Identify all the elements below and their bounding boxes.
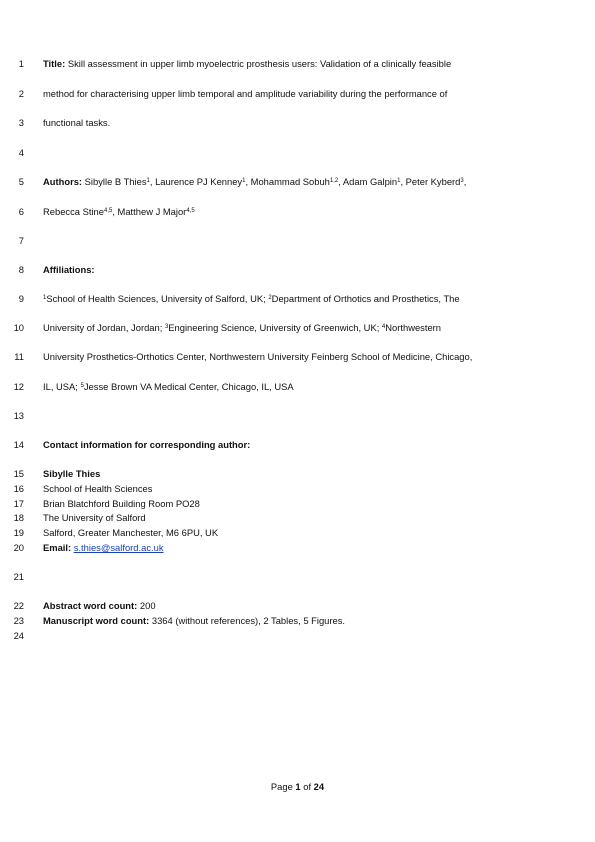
manuscript-line (0, 571, 595, 583)
manuscript-line (0, 322, 595, 334)
manuscript-line (0, 351, 595, 363)
contact-address-line: Salford, Greater Manchester, M6 6PU, UK (43, 527, 219, 538)
affiliations-line-4 (43, 381, 294, 392)
manuscript-line (0, 483, 595, 495)
manuscript-line (0, 58, 595, 70)
authors-line-1 (43, 176, 466, 187)
contact-address-line: Brian Blatchford Building Room PO28 (43, 498, 200, 509)
manuscript-line (0, 206, 595, 218)
affiliation-text: Engineering Science, University of Greenwich, UK; (168, 322, 382, 333)
email-label: Email: (43, 542, 72, 553)
affiliation-sup: 3 (164, 324, 169, 330)
author-name: , Mohammad Sobuh (245, 176, 330, 187)
page-current: 1 (295, 781, 301, 792)
author-sup: 4,5 (186, 208, 195, 214)
affiliation-text: Department of Orthotics and Prosthetics, The (271, 293, 460, 304)
affiliation-text: Northwestern (385, 322, 442, 333)
affiliation-text: School of Health Sciences, University of Salford, UK; (46, 293, 269, 304)
line-number: 8 (18, 264, 24, 275)
page-of: of (300, 781, 314, 792)
line-number: 24 (13, 630, 24, 641)
line-number: 16 (13, 483, 24, 494)
author-sup: 3 (460, 178, 464, 184)
author-sup: 1,2 (329, 178, 339, 184)
line-number: 23 (13, 615, 24, 626)
authors-label: Authors: (43, 176, 83, 187)
line-number: 6 (18, 206, 24, 217)
manuscript-line (0, 176, 595, 188)
manuscript-line (0, 235, 595, 247)
line-number: 10 (13, 322, 24, 333)
manuscript-line (0, 468, 595, 480)
line-number: 9 (18, 293, 24, 304)
manuscript-line (0, 498, 595, 510)
affiliation-text: IL, USA; (43, 381, 81, 392)
affiliations-line-3: University Prosthetics-Orthotics Center, Northwestern University Feinberg School of Medicine, Chicago, (43, 351, 473, 362)
author-name: , Adam Galpin (338, 176, 398, 187)
manuscript-line (0, 630, 595, 642)
author-name: Sibylle B Thies (84, 176, 147, 187)
line-number: 4 (18, 147, 24, 158)
affiliations-line-2 (43, 322, 441, 333)
author-sup: 1 (397, 178, 401, 184)
contact-name: Sibylle Thies (43, 468, 101, 479)
affiliations-line-1 (43, 293, 460, 304)
manuscript-line (0, 542, 595, 554)
manuscript-line (0, 117, 595, 129)
manuscript-line (0, 293, 595, 305)
manuscript-line (0, 512, 595, 524)
title-line-1 (43, 58, 451, 69)
email-link[interactable]: s.thies@salford.ac.uk (73, 542, 164, 553)
title-text: Skill assessment in upper limb myoelectric prosthesis users: Validation of a clinically feasible (67, 58, 452, 69)
manuscript-count-line (43, 615, 345, 626)
line-number: 19 (13, 527, 24, 538)
line-number: 17 (13, 498, 24, 509)
abstract-count-value: 200 (139, 600, 156, 611)
line-number: 15 (13, 468, 24, 479)
manuscript-line (0, 147, 595, 159)
line-number: 21 (13, 571, 24, 582)
author-sup: 1 (242, 178, 246, 184)
line-number: 12 (13, 381, 24, 392)
author-name: , Matthew J Major (112, 206, 187, 217)
manuscript-line (0, 264, 595, 276)
manuscript-line (0, 381, 595, 393)
line-number: 11 (14, 351, 24, 362)
author-sup: 4,5 (103, 208, 113, 214)
page-footer (0, 781, 595, 792)
contact-heading: Contact information for corresponding author: (43, 439, 251, 450)
author-sep: , (463, 176, 467, 187)
abstract-count-line (43, 600, 156, 611)
line-number: 2 (18, 88, 24, 99)
affiliation-text: University of Jordan, Jordan; (43, 322, 165, 333)
line-number: 14 (13, 439, 24, 450)
title-line-2: method for characterising upper limb temporal and amplitude variability during the performance of (43, 88, 448, 99)
author-name: Rebecca Stine (43, 206, 104, 217)
affiliation-sup: 1 (43, 295, 47, 301)
line-number: 5 (18, 176, 24, 187)
line-number: 13 (13, 410, 24, 421)
author-name: , Laurence PJ Kenney (149, 176, 243, 187)
abstract-count-label: Abstract word count: (43, 600, 138, 611)
manuscript-count-label: Manuscript word count: (43, 615, 150, 626)
manuscript-count-value: 3364 (without references), 2 Tables, 5 Figures. (151, 615, 346, 626)
manuscript-line (0, 527, 595, 539)
contact-address-line: The University of Salford (43, 512, 146, 523)
line-number: 3 (18, 117, 24, 128)
page-label: Page (270, 781, 296, 792)
affiliation-sup: 2 (268, 295, 272, 301)
authors-line-2 (43, 206, 195, 217)
line-number: 20 (13, 542, 24, 553)
manuscript-line (0, 615, 595, 627)
affiliation-sup: 5 (80, 383, 84, 389)
line-number: 22 (13, 600, 24, 611)
author-name: , Peter Kyberd (400, 176, 461, 187)
page-total: 24 (313, 781, 325, 792)
affiliation-text: Jesse Brown VA Medical Center, Chicago, IL, USA (83, 381, 294, 392)
contact-address-line: School of Health Sciences (43, 483, 153, 494)
affiliation-sup: 4 (381, 324, 386, 330)
line-number: 1 (18, 58, 24, 69)
affiliations-label: Affiliations: (43, 264, 95, 275)
manuscript-line (0, 410, 595, 422)
manuscript-line (0, 439, 595, 451)
line-number: 7 (18, 235, 24, 246)
manuscript-line (0, 88, 595, 100)
manuscript-line (0, 600, 595, 612)
line-number: 18 (13, 512, 24, 523)
author-sup: 1 (146, 178, 150, 184)
title-line-3: functional tasks. (43, 117, 111, 128)
contact-email-line (43, 542, 164, 553)
title-label: Title: (43, 58, 66, 69)
